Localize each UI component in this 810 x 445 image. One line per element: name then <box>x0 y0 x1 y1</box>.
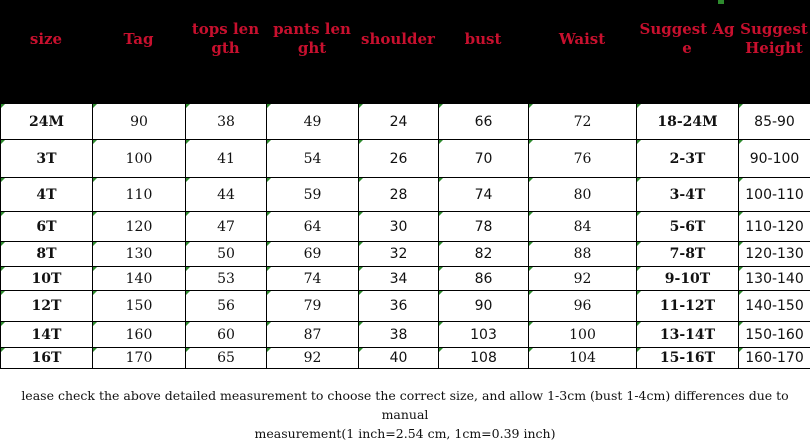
cell-bust: 82 <box>439 242 529 267</box>
cell-waist: 72 <box>529 104 637 140</box>
cell-tops-length: 65 <box>186 348 267 369</box>
cell-shoulder: 32 <box>359 242 439 267</box>
cell-bust: 90 <box>439 291 529 322</box>
cell-shoulder: 28 <box>359 178 439 212</box>
cell-tag: 90 <box>93 104 186 140</box>
header-suggest-height: Suggest Height <box>740 20 808 57</box>
cell-suggest-height: 120-130 <box>739 242 810 267</box>
cell-waist: 88 <box>529 242 637 267</box>
cell-waist: 100 <box>529 322 637 348</box>
cell-pants-length: 54 <box>267 140 359 178</box>
cell-tag: 100 <box>93 140 186 178</box>
header-row <box>0 0 810 78</box>
table-row <box>1 242 810 267</box>
cell-bust: 108 <box>439 348 529 369</box>
cell-suggest-age: 18-24M <box>637 104 739 140</box>
cell-suggest-age: 7-8T <box>637 242 739 267</box>
cell-tops-length: 56 <box>186 291 267 322</box>
table-row <box>1 322 810 348</box>
table-header <box>0 0 810 103</box>
cell-bust: 78 <box>439 212 529 242</box>
cell-tag: 130 <box>93 242 186 267</box>
cell-pants-length: 49 <box>267 104 359 140</box>
cell-suggest-age: 9-10T <box>637 267 739 291</box>
cell-shoulder: 40 <box>359 348 439 369</box>
cell-tops-length: 41 <box>186 140 267 178</box>
cell-suggest-height: 140-150 <box>739 291 810 322</box>
cell-bust: 66 <box>439 104 529 140</box>
table-row <box>1 212 810 242</box>
cell-bust: 74 <box>439 178 529 212</box>
cell-size: 3T <box>1 140 93 178</box>
cell-size: 24M <box>1 104 93 140</box>
table-row <box>1 140 810 178</box>
cell-tag: 160 <box>93 322 186 348</box>
cell-tops-length: 53 <box>186 267 267 291</box>
cell-suggest-height: 150-160 <box>739 322 810 348</box>
cell-tops-length: 47 <box>186 212 267 242</box>
cell-suggest-height: 110-120 <box>739 212 810 242</box>
note-line-1: lease check the above detailed measurement to choose the correct size, and allow 1-3cm (bust 1-4cm) differences due to manual <box>21 388 789 422</box>
cell-suggest-height: 100-110 <box>739 178 810 212</box>
cell-pants-length: 87 <box>267 322 359 348</box>
table-row <box>1 348 810 369</box>
cell-shoulder: 26 <box>359 140 439 178</box>
header-waist: Waist <box>558 29 606 48</box>
cell-shoulder: 34 <box>359 267 439 291</box>
cell-suggest-height: 130-140 <box>739 267 810 291</box>
cell-shoulder: 30 <box>359 212 439 242</box>
cell-suggest-age: 13-14T <box>637 322 739 348</box>
header-tops-length: tops length <box>191 20 260 57</box>
cell-tag: 170 <box>93 348 186 369</box>
cell-size: 10T <box>1 267 93 291</box>
cell-shoulder: 36 <box>359 291 439 322</box>
measurement-note <box>0 386 810 443</box>
cell-waist: 80 <box>529 178 637 212</box>
cell-bust: 103 <box>439 322 529 348</box>
cell-bust: 86 <box>439 267 529 291</box>
cell-shoulder: 24 <box>359 104 439 140</box>
cell-shoulder: 38 <box>359 322 439 348</box>
cell-suggest-age: 5-6T <box>637 212 739 242</box>
size-chart-table <box>0 103 810 369</box>
cell-pants-length: 59 <box>267 178 359 212</box>
cell-tops-length: 60 <box>186 322 267 348</box>
cell-tag: 120 <box>93 212 186 242</box>
cell-bust: 70 <box>439 140 529 178</box>
cell-pants-length: 92 <box>267 348 359 369</box>
table-row <box>1 178 810 212</box>
cell-pants-length: 79 <box>267 291 359 322</box>
cell-size: 16T <box>1 348 93 369</box>
header-size: size <box>29 29 63 48</box>
cell-suggest-age: 11-12T <box>637 291 739 322</box>
cell-suggest-height: 85-90 <box>739 104 810 140</box>
cell-size: 14T <box>1 322 93 348</box>
cell-size: 6T <box>1 212 93 242</box>
cell-tops-length: 50 <box>186 242 267 267</box>
cell-size: 4T <box>1 178 93 212</box>
cell-tops-length: 38 <box>186 104 267 140</box>
note-line-2: measurement(1 inch=2.54 cm, 1cm=0.39 inch) <box>254 426 556 441</box>
cell-tops-length: 44 <box>186 178 267 212</box>
table-row <box>1 291 810 322</box>
cell-tag: 150 <box>93 291 186 322</box>
cell-waist: 104 <box>529 348 637 369</box>
header-bust: bust <box>464 29 502 48</box>
cell-pants-length: 74 <box>267 267 359 291</box>
cell-tag: 110 <box>93 178 186 212</box>
header-pants-length: pants lenght <box>273 20 351 57</box>
header-shoulder: shoulder <box>361 29 435 48</box>
cell-waist: 84 <box>529 212 637 242</box>
cell-waist: 96 <box>529 291 637 322</box>
cell-suggest-height: 90-100 <box>739 140 810 178</box>
cell-size: 8T <box>1 242 93 267</box>
header-suggest-age: Suggest Age <box>639 20 735 57</box>
cell-suggest-height: 160-170 <box>739 348 810 369</box>
cell-suggest-age: 15-16T <box>637 348 739 369</box>
cell-waist: 92 <box>529 267 637 291</box>
table-row <box>1 104 810 140</box>
table-row <box>1 267 810 291</box>
cell-pants-length: 64 <box>267 212 359 242</box>
header-tag: Tag <box>123 29 154 48</box>
cell-tag: 140 <box>93 267 186 291</box>
cell-pants-length: 69 <box>267 242 359 267</box>
cell-suggest-age: 2-3T <box>637 140 739 178</box>
cell-suggest-age: 3-4T <box>637 178 739 212</box>
cell-waist: 76 <box>529 140 637 178</box>
corner-accent <box>718 0 724 4</box>
cell-size: 12T <box>1 291 93 322</box>
